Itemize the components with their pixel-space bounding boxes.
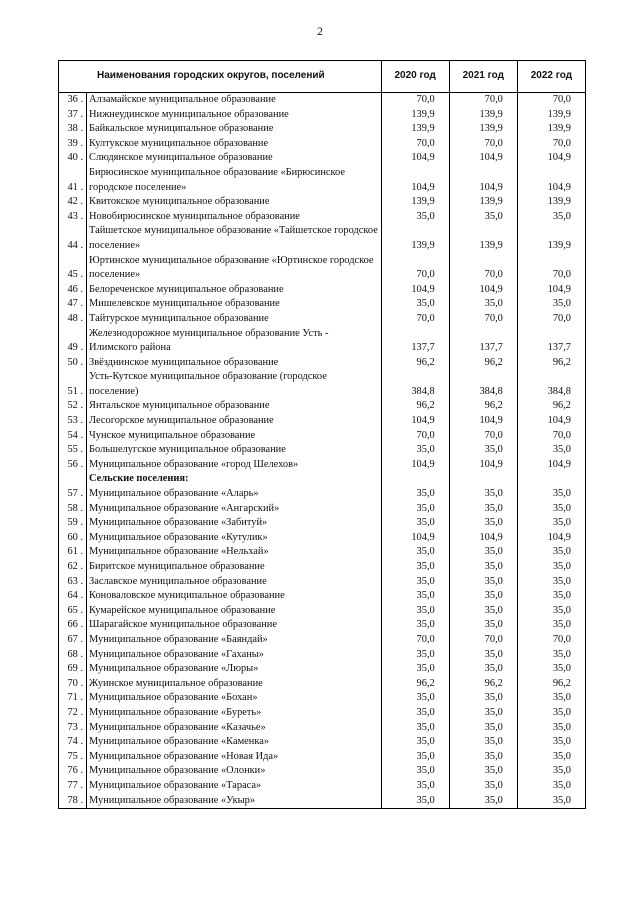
municipality-name: Муниципальное образование «Ангарский» (87, 502, 382, 517)
value-2020: 70,0 (381, 93, 449, 108)
value-2022: 35,0 (517, 210, 585, 225)
value-2021: 104,9 (449, 458, 517, 473)
row-number: 51 . (59, 370, 87, 399)
page-number: 2 (317, 24, 323, 38)
value-2022: 96,2 (517, 356, 585, 371)
table-row (59, 166, 586, 195)
value-2021: 35,0 (449, 721, 517, 736)
value-2020: 35,0 (381, 502, 449, 517)
municipality-name: Янтальское муниципальное образование (87, 399, 382, 414)
value-2021: 384,8 (449, 370, 517, 399)
municipality-name: Муниципальное образование «Люры» (87, 662, 382, 677)
value-2022: 104,9 (517, 531, 585, 546)
value-2022: 35,0 (517, 691, 585, 706)
value-2021: 35,0 (449, 662, 517, 677)
table-row (59, 108, 586, 123)
table-row (59, 429, 586, 444)
value-2020: 35,0 (381, 604, 449, 619)
value-2022: 70,0 (517, 137, 585, 152)
table-row (59, 312, 586, 327)
value-2021: 104,9 (449, 414, 517, 429)
value-2020: 35,0 (381, 662, 449, 677)
table-row (59, 721, 586, 736)
row-number: 53 . (59, 414, 87, 429)
municipality-name: Коноваловское муниципальное образование (87, 589, 382, 604)
value-2020: 70,0 (381, 254, 449, 283)
municipality-name: Нижнеудинское муниципальное образование (87, 108, 382, 123)
value-2020 (381, 472, 449, 487)
value-2022: 70,0 (517, 312, 585, 327)
municipality-name: Муниципальное образование «Каменка» (87, 735, 382, 750)
value-2022: 139,9 (517, 224, 585, 253)
municipality-name: Муниципальное образование «город Шелехов» (87, 458, 382, 473)
value-2022: 35,0 (517, 589, 585, 604)
value-2021: 104,9 (449, 531, 517, 546)
value-2022: 35,0 (517, 662, 585, 677)
table-row (59, 122, 586, 137)
municipality-name: Усть-Кутское муниципальное образование (городское поселение) (87, 370, 382, 399)
row-number: 59 . (59, 516, 87, 531)
row-number: 42 . (59, 195, 87, 210)
table-row (59, 516, 586, 531)
table-row (59, 604, 586, 619)
row-number: 74 . (59, 735, 87, 750)
municipality-name: Бирюсинское муниципальное образование «Бирюсинское городское поселение» (87, 166, 382, 195)
value-2021: 70,0 (449, 312, 517, 327)
municipality-name: Белореченское муниципальное образование (87, 283, 382, 298)
table-row (59, 195, 586, 210)
municipality-name: Муниципальное образование «Новая Ида» (87, 750, 382, 765)
row-number: 78 . (59, 794, 87, 809)
value-2020: 35,0 (381, 210, 449, 225)
row-number: 68 . (59, 648, 87, 663)
row-number: 45 . (59, 254, 87, 283)
value-2021: 35,0 (449, 618, 517, 633)
row-number: 44 . (59, 224, 87, 253)
table-row (59, 487, 586, 502)
value-2020: 35,0 (381, 648, 449, 663)
value-2020: 96,2 (381, 356, 449, 371)
table-row (59, 254, 586, 283)
table-row (59, 648, 586, 663)
value-2020: 35,0 (381, 443, 449, 458)
municipality-name: Сельские поселения: (87, 472, 382, 487)
row-number: 46 . (59, 283, 87, 298)
value-2022: 35,0 (517, 487, 585, 502)
value-2022: 139,9 (517, 195, 585, 210)
value-2022: 70,0 (517, 254, 585, 283)
municipality-name: Жуинское муниципальное образование (87, 677, 382, 692)
municipality-name: Железнодорожное муниципальное образование Усть - Илимского района (87, 327, 382, 356)
value-2020: 35,0 (381, 545, 449, 560)
row-number: 41 . (59, 166, 87, 195)
row-number: 64 . (59, 589, 87, 604)
row-number: 72 . (59, 706, 87, 721)
municipality-name: Большелугское муниципальное образование (87, 443, 382, 458)
row-number: 73 . (59, 721, 87, 736)
municipality-name: Алзамайское муниципальное образование (87, 93, 382, 108)
value-2020: 70,0 (381, 312, 449, 327)
value-2021: 35,0 (449, 516, 517, 531)
value-2020: 35,0 (381, 750, 449, 765)
value-2020: 139,9 (381, 122, 449, 137)
row-number: 60 . (59, 531, 87, 546)
value-2022: 96,2 (517, 677, 585, 692)
value-2021: 70,0 (449, 93, 517, 108)
value-2022: 35,0 (517, 545, 585, 560)
municipality-name: Култукское муниципальное образование (87, 137, 382, 152)
value-2020: 139,9 (381, 108, 449, 123)
value-2020: 35,0 (381, 487, 449, 502)
table-row (59, 589, 586, 604)
value-2022: 35,0 (517, 575, 585, 590)
allocation-table (58, 60, 586, 809)
municipality-name: Муниципальное образование «Тараса» (87, 779, 382, 794)
row-number: 56 . (59, 458, 87, 473)
value-2021: 139,9 (449, 224, 517, 253)
table-row (59, 458, 586, 473)
value-2022: 35,0 (517, 721, 585, 736)
value-2021: 35,0 (449, 750, 517, 765)
value-2022: 104,9 (517, 166, 585, 195)
municipality-name: Муниципальное образование «Аларь» (87, 487, 382, 502)
value-2021: 104,9 (449, 283, 517, 298)
header-year-2021: 2021 год (449, 61, 517, 93)
value-2022: 139,9 (517, 122, 585, 137)
table-row (59, 633, 586, 648)
municipality-name: Звёзднинское муниципальное образование (87, 356, 382, 371)
table-row (59, 618, 586, 633)
value-2020: 139,9 (381, 195, 449, 210)
row-number: 43 . (59, 210, 87, 225)
value-2021: 35,0 (449, 545, 517, 560)
value-2021: 137,7 (449, 327, 517, 356)
header-name-column: Наименования городских округов, поселений (59, 61, 382, 93)
table-row (59, 502, 586, 517)
table-row (59, 662, 586, 677)
table-row (59, 283, 586, 298)
value-2022: 35,0 (517, 516, 585, 531)
row-number: 47 . (59, 297, 87, 312)
table-row (59, 93, 586, 108)
municipality-name: Новобирюсинское муниципальное образование (87, 210, 382, 225)
municipality-name: Слюдянское муниципальное образование (87, 151, 382, 166)
value-2020: 384,8 (381, 370, 449, 399)
municipality-name: Кумарейское муниципальное образование (87, 604, 382, 619)
value-2020: 139,9 (381, 224, 449, 253)
row-number: 55 . (59, 443, 87, 458)
value-2022: 35,0 (517, 648, 585, 663)
table-row (59, 764, 586, 779)
value-2021: 70,0 (449, 137, 517, 152)
table-row (59, 399, 586, 414)
value-2022: 104,9 (517, 283, 585, 298)
value-2021: 96,2 (449, 677, 517, 692)
value-2022: 35,0 (517, 604, 585, 619)
value-2020: 70,0 (381, 429, 449, 444)
value-2020: 35,0 (381, 735, 449, 750)
row-number: 71 . (59, 691, 87, 706)
value-2022: 104,9 (517, 458, 585, 473)
value-2021: 35,0 (449, 735, 517, 750)
value-2020: 35,0 (381, 575, 449, 590)
value-2021: 35,0 (449, 502, 517, 517)
row-number: 50 . (59, 356, 87, 371)
value-2020: 104,9 (381, 458, 449, 473)
value-2021: 35,0 (449, 648, 517, 663)
header-year-2020: 2020 год (381, 61, 449, 93)
value-2021: 35,0 (449, 560, 517, 575)
value-2020: 35,0 (381, 764, 449, 779)
municipality-name: Муниципальное образование «Буреть» (87, 706, 382, 721)
value-2021: 104,9 (449, 166, 517, 195)
value-2020: 104,9 (381, 531, 449, 546)
municipality-name: Заславское муниципальное образование (87, 575, 382, 590)
value-2022: 70,0 (517, 633, 585, 648)
row-number: 49 . (59, 327, 87, 356)
value-2022: 70,0 (517, 93, 585, 108)
value-2021: 70,0 (449, 633, 517, 648)
row-number: 77 . (59, 779, 87, 794)
municipality-name: Муниципальное образование «Бохан» (87, 691, 382, 706)
value-2022: 35,0 (517, 735, 585, 750)
value-2020: 70,0 (381, 137, 449, 152)
value-2021: 139,9 (449, 122, 517, 137)
row-number: 57 . (59, 487, 87, 502)
table-row (59, 779, 586, 794)
value-2020: 35,0 (381, 516, 449, 531)
value-2021: 35,0 (449, 589, 517, 604)
value-2022: 384,8 (517, 370, 585, 399)
value-2022: 35,0 (517, 502, 585, 517)
municipality-name: Чунское муниципальное образование (87, 429, 382, 444)
table-row (59, 545, 586, 560)
value-2021: 35,0 (449, 575, 517, 590)
municipality-name: Биритское муниципальное образование (87, 560, 382, 575)
value-2020: 35,0 (381, 618, 449, 633)
value-2021: 35,0 (449, 691, 517, 706)
row-number: 61 . (59, 545, 87, 560)
table-row (59, 414, 586, 429)
table-body (59, 93, 586, 809)
municipality-name: Лесогорское муниципальное образование (87, 414, 382, 429)
table-row (59, 794, 586, 809)
municipality-name: Муниципальное образование «Казачье» (87, 721, 382, 736)
allocation-table-container (58, 60, 586, 809)
value-2020: 35,0 (381, 794, 449, 809)
value-2020: 96,2 (381, 399, 449, 414)
value-2022: 137,7 (517, 327, 585, 356)
municipality-name: Тайтурское муниципальное образование (87, 312, 382, 327)
value-2021: 35,0 (449, 443, 517, 458)
table-row (59, 677, 586, 692)
value-2021: 70,0 (449, 254, 517, 283)
municipality-name: Муниципальное образование «Кутулик» (87, 531, 382, 546)
row-number: 40 . (59, 151, 87, 166)
municipality-name: Квитокское муниципальное образование (87, 195, 382, 210)
value-2021: 70,0 (449, 429, 517, 444)
table-row (59, 750, 586, 765)
value-2021: 35,0 (449, 779, 517, 794)
row-number: 38 . (59, 122, 87, 137)
table-row (59, 137, 586, 152)
row-number: 48 . (59, 312, 87, 327)
value-2021: 139,9 (449, 108, 517, 123)
value-2020: 35,0 (381, 589, 449, 604)
value-2022: 35,0 (517, 779, 585, 794)
row-number: 76 . (59, 764, 87, 779)
section-heading-row (59, 472, 586, 487)
table-row (59, 575, 586, 590)
value-2020: 104,9 (381, 283, 449, 298)
value-2020: 104,9 (381, 151, 449, 166)
table-row (59, 531, 586, 546)
value-2020: 35,0 (381, 779, 449, 794)
municipality-name: Тайшетское муниципальное образование «Тайшетское городское поселение» (87, 224, 382, 253)
value-2020: 35,0 (381, 706, 449, 721)
municipality-name: Шарагайское муниципальное образование (87, 618, 382, 633)
table-row (59, 151, 586, 166)
row-number: 58 . (59, 502, 87, 517)
row-number: 67 . (59, 633, 87, 648)
value-2020: 104,9 (381, 166, 449, 195)
value-2021: 35,0 (449, 706, 517, 721)
value-2022: 35,0 (517, 750, 585, 765)
value-2021: 35,0 (449, 764, 517, 779)
row-number: 54 . (59, 429, 87, 444)
value-2022: 35,0 (517, 560, 585, 575)
municipality-name: Муниципальное образование «Гаханы» (87, 648, 382, 663)
row-number: 39 . (59, 137, 87, 152)
table-row (59, 210, 586, 225)
value-2021: 96,2 (449, 399, 517, 414)
row-number: 65 . (59, 604, 87, 619)
table-row (59, 356, 586, 371)
value-2022: 104,9 (517, 151, 585, 166)
value-2022: 104,9 (517, 414, 585, 429)
value-2020: 137,7 (381, 327, 449, 356)
table-row (59, 297, 586, 312)
row-number: 52 . (59, 399, 87, 414)
value-2021 (449, 472, 517, 487)
row-number: 66 . (59, 618, 87, 633)
municipality-name: Муниципальное образование «Укыр» (87, 794, 382, 809)
row-number: 37 . (59, 108, 87, 123)
value-2020: 35,0 (381, 721, 449, 736)
municipality-name: Муниципальное образование «Нельхай» (87, 545, 382, 560)
row-number: 70 . (59, 677, 87, 692)
header-year-2022: 2022 год (517, 61, 585, 93)
value-2022: 35,0 (517, 297, 585, 312)
value-2022: 35,0 (517, 618, 585, 633)
value-2022: 35,0 (517, 443, 585, 458)
row-number: 75 . (59, 750, 87, 765)
value-2020: 35,0 (381, 297, 449, 312)
table-row (59, 706, 586, 721)
row-number (59, 472, 87, 487)
table-row (59, 691, 586, 706)
value-2020: 70,0 (381, 633, 449, 648)
table-row (59, 735, 586, 750)
table-row (59, 224, 586, 253)
value-2021: 35,0 (449, 297, 517, 312)
municipality-name: Байкальское муниципальное образование (87, 122, 382, 137)
value-2022: 139,9 (517, 108, 585, 123)
value-2022 (517, 472, 585, 487)
value-2022: 35,0 (517, 794, 585, 809)
value-2022: 70,0 (517, 429, 585, 444)
municipality-name: Мишелевское муниципальное образование (87, 297, 382, 312)
row-number: 62 . (59, 560, 87, 575)
value-2022: 35,0 (517, 764, 585, 779)
municipality-name: Юртинское муниципальное образование «Юртинское городское поселение» (87, 254, 382, 283)
value-2020: 104,9 (381, 414, 449, 429)
row-number: 69 . (59, 662, 87, 677)
row-number: 63 . (59, 575, 87, 590)
value-2021: 104,9 (449, 151, 517, 166)
value-2021: 139,9 (449, 195, 517, 210)
value-2021: 96,2 (449, 356, 517, 371)
value-2021: 35,0 (449, 604, 517, 619)
value-2021: 35,0 (449, 794, 517, 809)
municipality-name: Муниципальное образование «Забитуй» (87, 516, 382, 531)
value-2021: 35,0 (449, 210, 517, 225)
municipality-name: Муниципальное образование «Олонки» (87, 764, 382, 779)
value-2022: 96,2 (517, 399, 585, 414)
row-number: 36 . (59, 93, 87, 108)
municipality-name: Муниципальное образование «Баяндай» (87, 633, 382, 648)
value-2021: 35,0 (449, 487, 517, 502)
value-2020: 96,2 (381, 677, 449, 692)
table-header-row (59, 61, 586, 93)
table-row (59, 327, 586, 356)
table-row (59, 370, 586, 399)
table-row (59, 443, 586, 458)
table-row (59, 560, 586, 575)
value-2022: 35,0 (517, 706, 585, 721)
value-2020: 35,0 (381, 560, 449, 575)
value-2020: 35,0 (381, 691, 449, 706)
